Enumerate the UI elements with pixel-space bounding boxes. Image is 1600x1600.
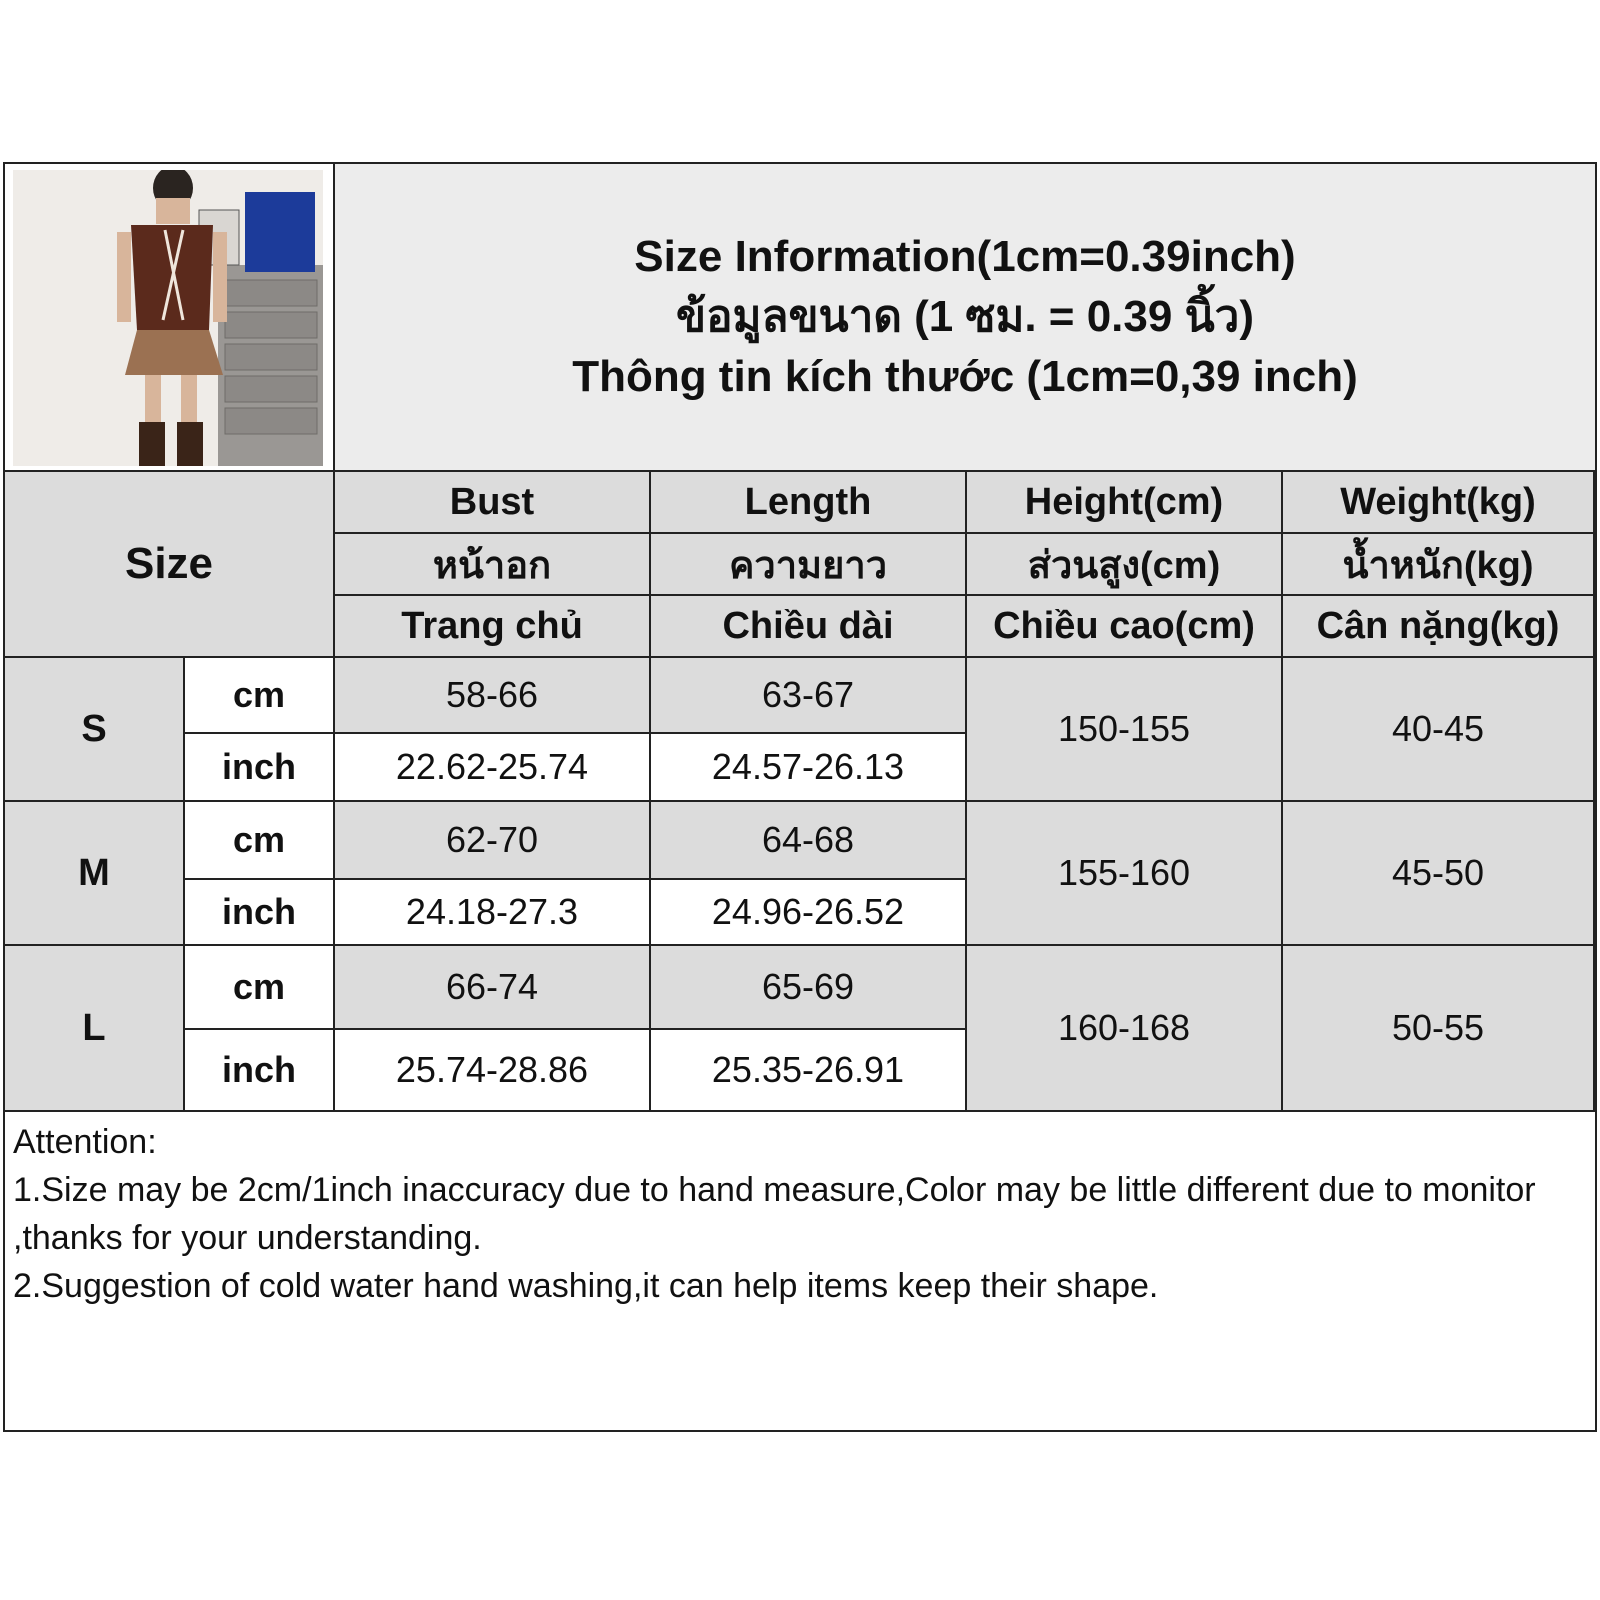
title-vietnamese: Thông tin kích thước (1cm=0,39 inch) (572, 352, 1358, 401)
column-weight-th: น้ำหนัก(kg) (1283, 534, 1595, 596)
title-thai: ข้อมูลขนาด (1 ซม. = 0.39 นิ้ว) (675, 292, 1254, 341)
column-weight-en: Weight(kg) (1283, 472, 1595, 534)
column-length-en: Length (651, 472, 967, 534)
bust-inch: 24.18-27.3 (335, 880, 651, 946)
unit-inch: inch (185, 880, 335, 946)
length-cm: 63-67 (651, 658, 967, 734)
row-size-m: M (5, 802, 185, 946)
length-cm: 65-69 (651, 946, 967, 1030)
column-bust-vi: Trang chủ (335, 596, 651, 658)
bust-inch: 25.74-28.86 (335, 1030, 651, 1112)
title-english: Size Information(1cm=0.39inch) (634, 232, 1296, 281)
bust-cm: 62-70 (335, 802, 651, 880)
height-value: 155-160 (967, 802, 1283, 946)
weight-value: 45-50 (1283, 802, 1595, 946)
notes-line-1: 1.Size may be 2cm/1inch inaccuracy due to hand measure,Color may be little different due to monitor ,thanks for your understanding. (13, 1171, 1536, 1257)
column-height-th: ส่วนสูง(cm) (967, 534, 1283, 596)
product-photo (13, 170, 323, 466)
column-height-en: Height(cm) (967, 472, 1283, 534)
weight-value: 40-45 (1283, 658, 1595, 802)
column-bust-en: Bust (335, 472, 651, 534)
notes-heading: Attention: (13, 1123, 157, 1161)
length-inch: 24.57-26.13 (651, 734, 967, 802)
column-length-th: ความยาว (651, 534, 967, 596)
bust-cm: 58-66 (335, 658, 651, 734)
weight-value: 50-55 (1283, 946, 1595, 1112)
height-value: 160-168 (967, 946, 1283, 1112)
bust-cm: 66-74 (335, 946, 651, 1030)
column-weight-vi: Cân nặng(kg) (1283, 596, 1595, 658)
column-height-vi: Chiều cao(cm) (967, 596, 1283, 658)
column-bust-th: หน้าอก (335, 534, 651, 596)
column-length-vi: Chiều dài (651, 596, 967, 658)
bust-inch: 22.62-25.74 (335, 734, 651, 802)
size-chart (3, 162, 1597, 1432)
height-value: 150-155 (967, 658, 1283, 802)
row-size-s: S (5, 658, 185, 802)
row-size-l: L (5, 946, 185, 1112)
unit-inch: inch (185, 734, 335, 802)
model-illustration (13, 170, 323, 466)
length-inch: 24.96-26.52 (651, 880, 967, 946)
title-box (335, 164, 1595, 472)
product-photo-cell (5, 164, 335, 472)
unit-cm: cm (185, 658, 335, 734)
length-inch: 25.35-26.91 (651, 1030, 967, 1112)
unit-cm: cm (185, 946, 335, 1030)
unit-cm: cm (185, 802, 335, 880)
size-header: Size (5, 472, 335, 658)
unit-inch: inch (185, 1030, 335, 1112)
notes-line-2: 2.Suggestion of cold water hand washing,it can help items keep their shape. (13, 1267, 1159, 1305)
length-cm: 64-68 (651, 802, 967, 880)
attention-notes (5, 1112, 1595, 1430)
